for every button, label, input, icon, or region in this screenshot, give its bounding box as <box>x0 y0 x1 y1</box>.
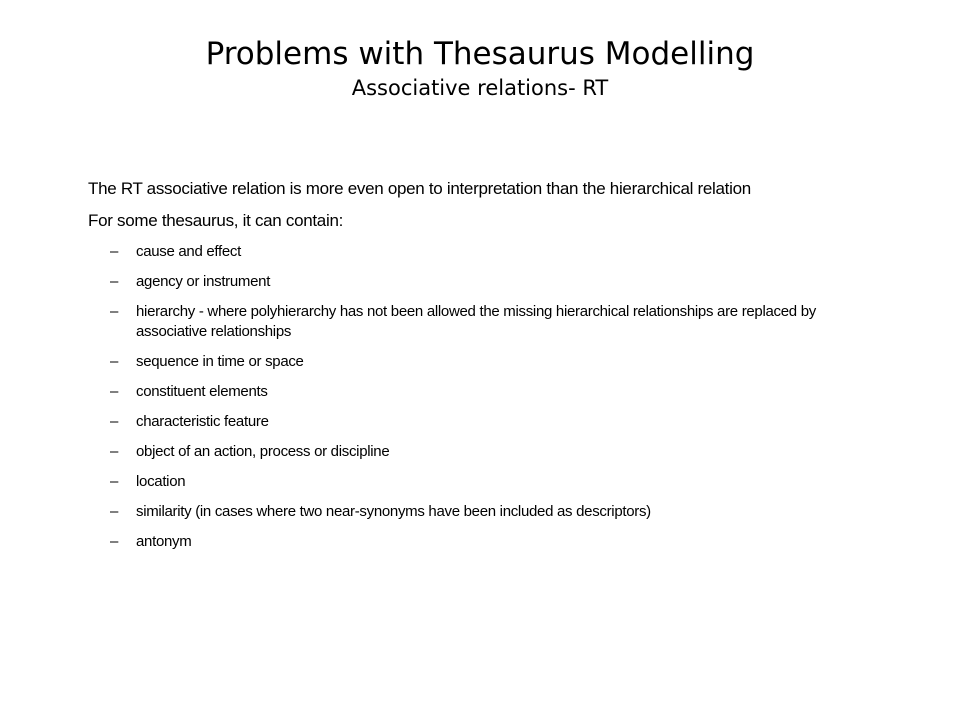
dash-bullet: – <box>110 273 119 290</box>
list-item <box>88 302 876 342</box>
list-item-text: location <box>136 473 186 490</box>
list-item <box>88 532 876 552</box>
list-item-text: hierarchy - where polyhierarchy has not been allowed the missing hierarchical relationships are replaced by associative relationships <box>136 303 816 340</box>
list-item <box>88 442 876 462</box>
list-item-text: agency or instrument <box>136 273 271 290</box>
list-item-text: antonym <box>136 533 192 550</box>
dash-bullet: – <box>110 353 119 370</box>
dash-bullet: – <box>110 533 119 550</box>
slide-content <box>88 178 888 562</box>
dash-bullet: – <box>110 243 119 260</box>
list-item <box>88 472 876 492</box>
list-item <box>88 382 876 402</box>
list-item-text: object of an action, process or discipline <box>136 443 390 460</box>
slide-subtitle: Associative relations- RT <box>351 76 609 100</box>
list-item-text: sequence in time or space <box>136 353 304 370</box>
dash-bullet: – <box>110 443 119 460</box>
lead-in-paragraph: For some thesaurus, it can contain: <box>88 211 344 230</box>
intro-paragraph: The RT associative relation is more even open to interpretation than the hierarchical relation <box>88 179 751 198</box>
list-item-text: characteristic feature <box>136 413 269 430</box>
list-item <box>88 412 876 432</box>
list-item <box>88 272 876 292</box>
dash-bullet: – <box>110 413 119 430</box>
dash-bullet: – <box>110 383 119 400</box>
list-item <box>88 352 876 372</box>
list-item <box>88 242 876 262</box>
list-item-text: similarity (in cases where two near-synonyms have been included as descriptors) <box>136 503 651 520</box>
slide-title: Problems with Thesaurus Modelling <box>205 36 755 72</box>
dash-bullet: – <box>110 503 119 520</box>
list-item <box>88 502 876 522</box>
dash-bullet: – <box>110 303 119 320</box>
list-item-text: constituent elements <box>136 383 268 400</box>
relation-list <box>88 242 888 552</box>
dash-bullet: – <box>110 473 119 490</box>
title-block <box>0 34 960 102</box>
list-item-text: cause and effect <box>136 243 242 260</box>
